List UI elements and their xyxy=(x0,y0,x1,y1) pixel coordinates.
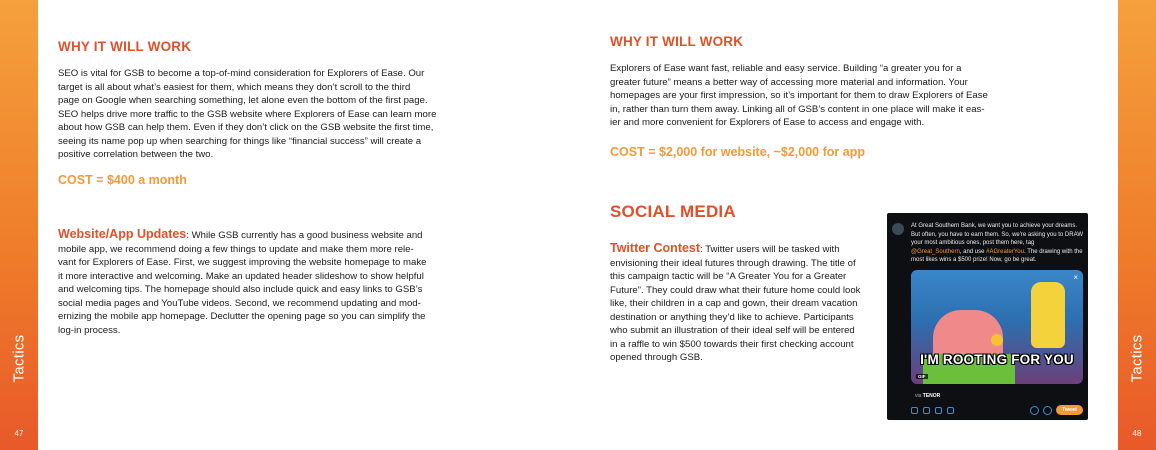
close-icon[interactable]: × xyxy=(1073,273,1078,282)
left-cost: COST = $400 a month xyxy=(58,173,187,187)
social-media-heading: SOCIAL MEDIA xyxy=(610,202,736,221)
poll-icon[interactable] xyxy=(935,407,942,414)
avatar xyxy=(892,223,904,235)
left-website-app-updates: Website/App Updates: While GSB currently has a good business website and mobile app, we recommend doing a few things to update and make them more rele- vant for Explorers of Ease. First, we suggest improving the website homepage to make it more interactive and welcoming. Make an updated header slideshow to show helpful and welcoming tips. The homepage should also include quick and easy links to GSB’s social media pages and YouTube videos. Second, we recommend updating and mod- ernizing the mobile app homepage. Declutter the opening page so you can simplify the log-in process. xyxy=(58,227,427,336)
character-count-icon xyxy=(1030,406,1039,415)
updates-lead: Website/App Updates xyxy=(58,227,187,241)
left-seo-paragraph: SEO is vital for GSB to become a top-of-mind consideration for Explorers of Ease. Our target is all about what’s easiest for them, which means they don’t scroll to the third page on Google when searching something, let alone even the bottom of the first page. SEO helps drive more traffic to the GSB website where Explorers of Ease can learn more about how GSB can help them. Even if they don’t click on the GSB website the first time, seeing its name pop up when searching for things like “financial success” will create a positive correlation between the two. xyxy=(58,68,437,160)
tweet-button[interactable]: Tweet xyxy=(1056,405,1083,415)
tweet-composer-mockup xyxy=(887,213,1088,420)
foam-finger-icon xyxy=(1031,282,1065,348)
tweet-text: At Great Southern Bank, we want you to achieve your dreams. But often, you have to earn them. So, we're asking you to DRAW your most ambitious ones, post them here, tag @Great_Southern, and use #AGreaterYou. The drawing with the most likes wins a $500 prize! Now, go be great. xyxy=(911,223,1084,264)
tweet-handle: @Great_Southern xyxy=(911,248,960,255)
right-section-label: Tactics xyxy=(1128,334,1146,382)
play-icon[interactable] xyxy=(991,334,1003,346)
twitter-contest-paragraph: Twitter Contest: Twitter users will be tasked with envisioning their ideal futures through drawing. The title of this campaign tactic will be “A Greater You for a Greater Future”. They could draw what their future home could look like, their children in a cap and gown, their dream vacation destination or anything they’d like to achieve. Participants who submit an illustration of their ideal self will be entered in a raffle to win $500 towards their first checking account opened through GSB. xyxy=(610,241,861,363)
left-side-strip xyxy=(0,0,38,450)
tweet-toolbar xyxy=(911,407,954,414)
gif-caption: I'M ROOTING FOR YOU xyxy=(920,352,1074,367)
gif-attachment xyxy=(911,270,1083,384)
left-page-number: 47 xyxy=(14,429,24,438)
left-section-label: Tactics xyxy=(10,334,28,382)
right-page-number: 48 xyxy=(1132,429,1142,438)
right-cost: COST = $2,000 for website, ~$2,000 for app xyxy=(610,145,865,159)
gif-source: via TENOR xyxy=(915,393,941,399)
right-side-strip xyxy=(1118,0,1156,450)
gif-icon[interactable] xyxy=(923,407,930,414)
image-icon[interactable] xyxy=(911,407,918,414)
tweet-hashtag: #AGreaterYou xyxy=(986,248,1024,255)
twitter-contest-lead: Twitter Contest xyxy=(610,241,701,255)
emoji-icon[interactable] xyxy=(947,407,954,414)
left-heading-why-it-will-work: WHY IT WILL WORK xyxy=(58,39,192,54)
right-homepage-paragraph: Explorers of Ease want fast, reliable and easy service. Building “a greater you for a greater future” means a better way of accessing more material and information. Your homepages are your first impression, so it’s important for them to draw Explorers of Ease in, rather than turn them away. Linking all of GSB’s content in one place will make it eas- ier and more convenient for Explorers of Ease to access and engage with. xyxy=(610,63,988,128)
tweet-actions xyxy=(1030,405,1083,415)
right-heading-why-it-will-work: WHY IT WILL WORK xyxy=(610,34,744,49)
gif-badge: GIF xyxy=(918,374,926,379)
add-tweet-icon[interactable] xyxy=(1043,406,1052,415)
